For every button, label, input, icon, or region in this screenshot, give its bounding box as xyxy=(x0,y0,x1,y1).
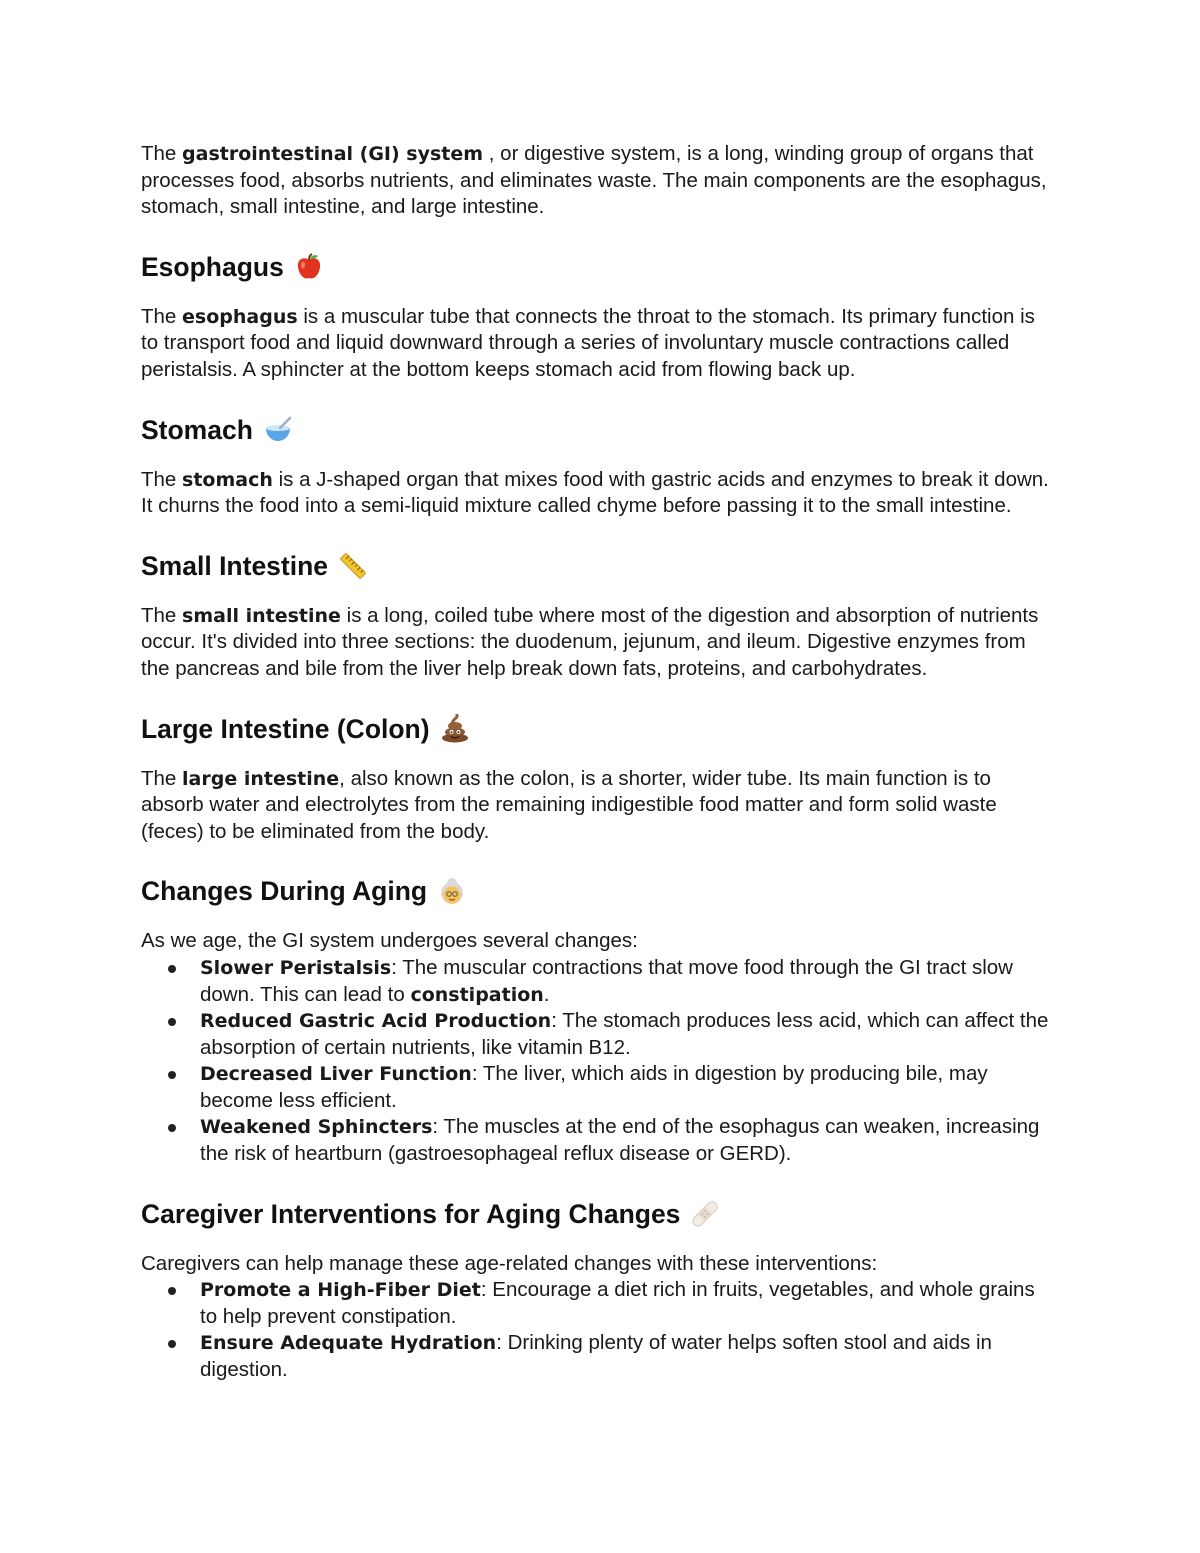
esophagus-paragraph: The esophagus is a muscular tube that connects the throat to the stomach. Its primary function is to transport food and liquid downward through a series of involuntary muscle contractions called peristalsis. A sphincter at the bottom keeps stomach acid from flowing back up. xyxy=(141,304,1035,381)
poop-icon xyxy=(440,714,470,744)
small-intestine-heading: Small Intestine xyxy=(141,549,1056,583)
document-content xyxy=(141,141,1056,1384)
list-item: Promote a High-Fiber Diet: Encourage a diet rich in fruits, vegetables, and whole grains to help prevent constipation. xyxy=(141,1277,1056,1330)
older-woman-icon xyxy=(437,876,467,906)
large-intestine-heading: Large Intestine (Colon) xyxy=(141,712,1056,746)
caregiver-lead: Caregivers can help manage these age-related changes with these interventions: xyxy=(141,1251,878,1275)
stomach-paragraph: The stomach is a J-shaped organ that mixes food with gastric acids and enzymes to break it down. It churns the food into a semi-liquid mixture called chyme before passing it to the small intestine. xyxy=(141,467,1049,518)
list-item: Weakened Sphincters: The muscles at the end of the esophagus can weaken, increasing the risk of heartburn (gastroesophageal reflux disease or GERD). xyxy=(141,1114,1056,1167)
ruler-icon xyxy=(338,551,368,581)
apple-icon xyxy=(294,252,324,282)
list-item: Reduced Gastric Acid Production: The stomach produces less acid, which can affect the absorption of certain nutrients, like vitamin B12. xyxy=(141,1008,1056,1061)
bowl-icon xyxy=(263,415,293,445)
stomach-heading: Stomach xyxy=(141,413,1056,447)
aging-lead: As we age, the GI system undergoes several changes: xyxy=(141,929,638,953)
intro-paragraph: The gastrointestinal (GI) system , or digestive system, is a long, winding group of organs that processes food, absorbs nutrients, and eliminates waste. The main components are the esophagus, stomach, small intestine, and large intestine. xyxy=(141,142,1047,219)
bandage-icon xyxy=(690,1199,720,1229)
list-item: Decreased Liver Function: The liver, which aids in digestion by producing bile, may become less efficient. xyxy=(141,1061,1056,1114)
list-item: Slower Peristalsis: The muscular contractions that move food through the GI tract slow down. This can lead to constipation. xyxy=(141,955,1056,1008)
aging-list xyxy=(141,955,1056,1168)
esophagus-heading: Esophagus xyxy=(141,250,1056,284)
small-intestine-paragraph: The small intestine is a long, coiled tube where most of the digestion and absorption of nutrients occur. It's divided into three sections: the duodenum, jejunum, and ileum. Digestive enzymes from the pancreas and bile from the liver help break down fats, proteins, and carbohydrates. xyxy=(141,603,1039,680)
caregiver-heading: Caregiver Interventions for Aging Changes xyxy=(141,1197,1056,1231)
large-intestine-paragraph: The large intestine, also known as the colon, is a shorter, wider tube. Its main function is to absorb water and electrolytes from the remaining indigestible food matter and form solid waste (feces) to be eliminated from the body. xyxy=(141,766,997,843)
caregiver-list xyxy=(141,1277,1056,1383)
list-item: Ensure Adequate Hydration: Drinking plenty of water helps soften stool and aids in digestion. xyxy=(141,1330,1056,1383)
aging-heading: Changes During Aging xyxy=(141,874,1056,908)
